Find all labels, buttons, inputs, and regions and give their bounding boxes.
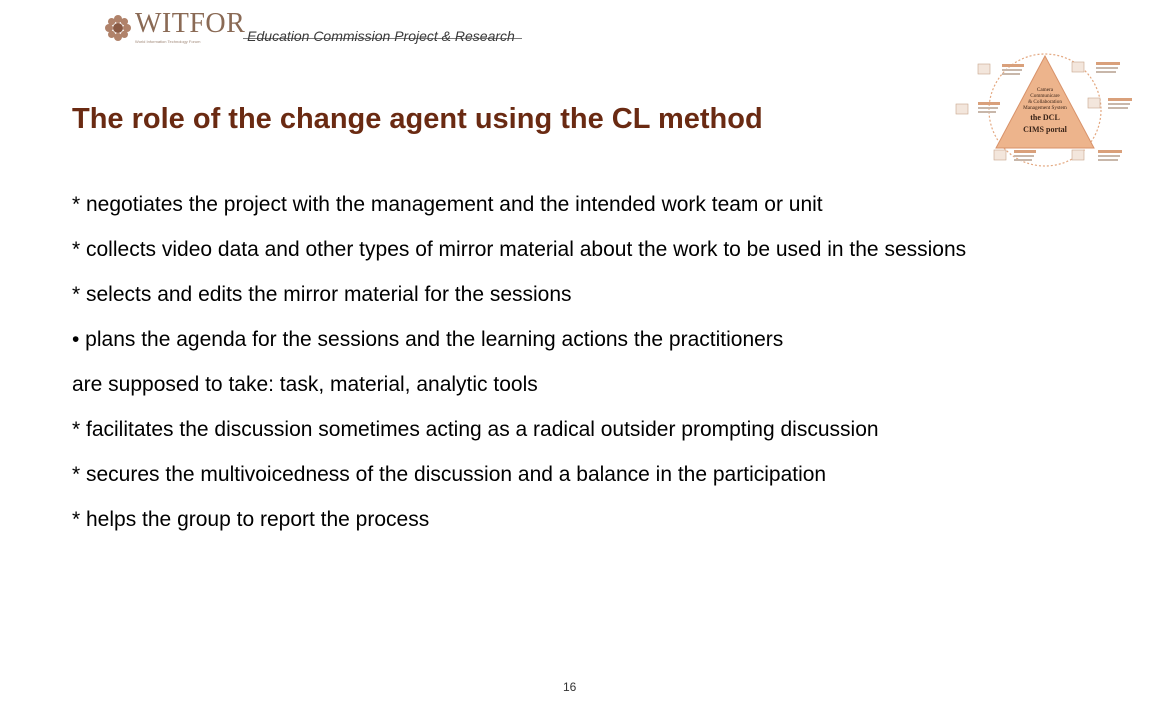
- dcl-cims-diagram: [948, 50, 1142, 170]
- bullet-list: [72, 190, 1072, 550]
- diagram-line-2: Communicare: [1030, 93, 1060, 99]
- slide-title: The role of the change agent using the CL method: [72, 103, 763, 135]
- bullet-item: * secures the multivoicedness of the discussion and a balance in the participation: [72, 463, 827, 486]
- flower-logo-icon: [103, 13, 133, 43]
- diagram-node-top-left: [978, 64, 1024, 75]
- bullet-item: • plans the agenda for the sessions and the learning actions the practitioners: [72, 328, 784, 351]
- bullet-item: * facilitates the discussion sometimes acting as a radical outsider prompting discussion: [72, 418, 879, 441]
- bullet-item: * selects and edits the mirror material for the sessions: [72, 283, 572, 306]
- diagram-line-1: Camera: [1036, 87, 1054, 93]
- bullet-item: * negotiates the project with the management and the intended work team or unit: [72, 193, 823, 216]
- diagram-line-4: Management System: [1023, 105, 1067, 111]
- diagram-line-5: the DCL: [1030, 113, 1060, 122]
- diagram-line-6: CIMS portal: [1023, 125, 1067, 134]
- project-title: Education Commission Project & Research: [247, 28, 515, 44]
- diagram-node-mid-right: [1088, 98, 1132, 109]
- bullet-item: * collects video data and other types of mirror material about the work to be used in the sessions: [72, 238, 967, 261]
- diagram-node-bottom-left: [994, 150, 1036, 161]
- diagram-node-mid-left: [956, 102, 1000, 114]
- diagram-line-3: & Collaboration: [1028, 99, 1062, 105]
- page-number: 16: [563, 680, 577, 694]
- diagram-node-top-right: [1072, 62, 1120, 73]
- diagram-node-bottom-right: [1072, 150, 1122, 161]
- logo-subtext: World Information Technology Forum: [135, 39, 201, 44]
- bullet-item: * helps the group to report the process: [72, 508, 430, 531]
- witfor-logo: [103, 8, 246, 48]
- logo-wordmark: WITFOR: [135, 8, 246, 39]
- bullet-item: are supposed to take: task, material, analytic tools: [72, 373, 538, 396]
